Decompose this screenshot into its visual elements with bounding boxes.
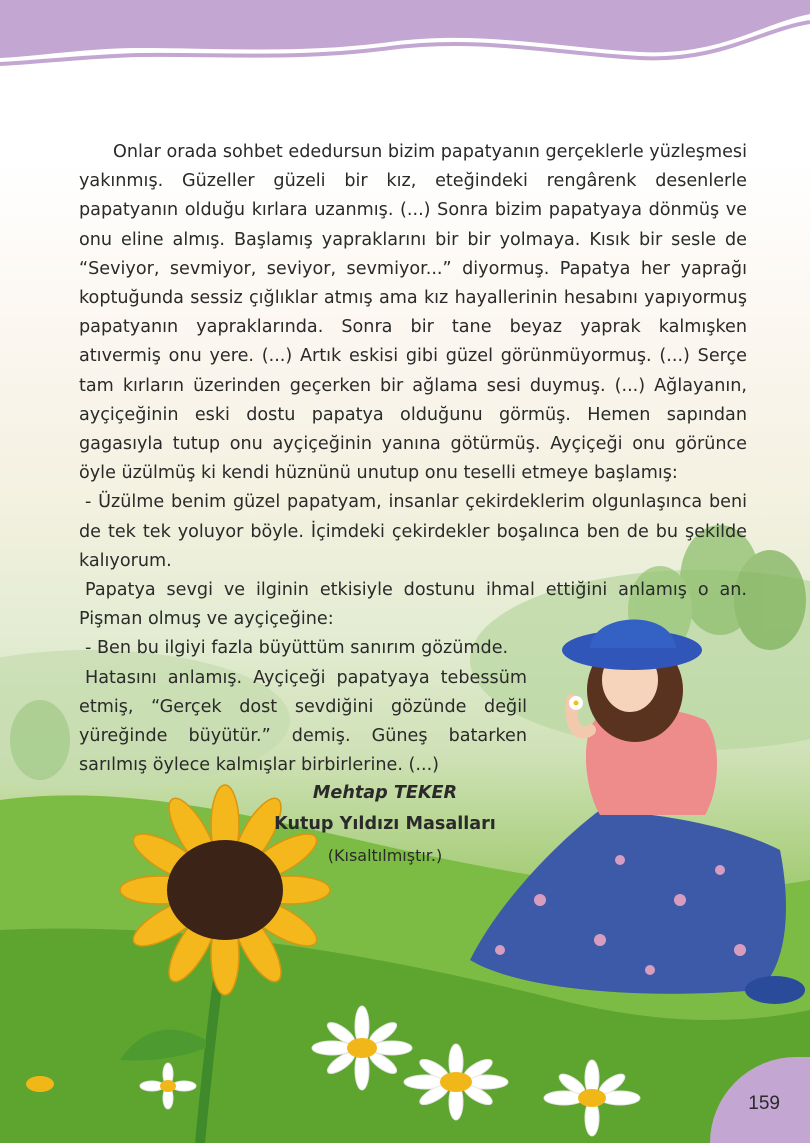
source-credit	[235, 778, 535, 871]
page-number: 159	[748, 1093, 780, 1114]
story-paragraph: Papatya sevgi ve ilginin etkisiyle dostunu ihmal ettiğini anlamış o an. Pişman olmuş ve ayçiçeğine:	[79, 580, 747, 630]
source-note: (Kısaltılmıştır.)	[327, 846, 443, 865]
story-paragraph: Onlar orada sohbet ededursun bizim papatyanın gerçeklerle yüzleşmesi yakınmış. Güzeller güzeli bir kız, eteğindeki rengârenk desenlerle papatyanın olduğu kırlara uzanmış. (...) Sonra bizim papatyaya dönmüş ve onu eline almış. Başlamış yapraklarını bir bir yolmaya. Kısık bir sesle de “Seviyor, sevmiyor, seviyor, sevmiyor...” diyormuş. Papatya her yaprağı koptuğunda sessiz çığlıklar atmış ama kız hayallerinin hesabını yapıyormuş papatyanın yapraklarında. Sonra bir tane beyaz yaprak kalmışken atıvermiş onu yere. (...) Artık eskisi gibi güzel görünmüyormuş. (...) Serçe tam kırların üzerinden geçerken bir ağlama sesi duymuş. (...) Ağlayanın, ayçiçeğinin eski dostu papatya olduğunu görmüş. Hemen sapından gagasıyla tutup onu ayçiçeğinin yanına götürmüş. Ayçiçeği onu görünce öyle üzülmüş ki kendi hüznünü unutup onu teselli etmeye başlamış:	[79, 142, 747, 484]
story-paragraph: Hatasını anlamış. Ayçiçeği papatyaya tebessüm etmiş, “Gerçek dost sevdiğini gözünde değil yüreğinde büyütür.” demiş. Güneş batarken sarılmış öylece kalmışlar birbirlerine. (...)	[79, 667, 527, 776]
source-author: Mehtap TEKER	[312, 783, 458, 803]
story-text	[79, 138, 747, 780]
story-paragraph: - Ben bu ilgiyi fazla büyüttüm sanırım gözümde.	[85, 638, 509, 659]
header-wave-band	[0, 0, 810, 58]
source-book-title: Kutup Yıldızı Masalları	[274, 814, 496, 834]
story-paragraph: - Üzülme benim güzel papatyam, insanlar çekirdeklerim olgunlaşınca beni de tek tek yoluyor böyle. İçimdeki çekirdekler boşalınca ben de bu şekilde kalıyorum.	[79, 492, 747, 571]
